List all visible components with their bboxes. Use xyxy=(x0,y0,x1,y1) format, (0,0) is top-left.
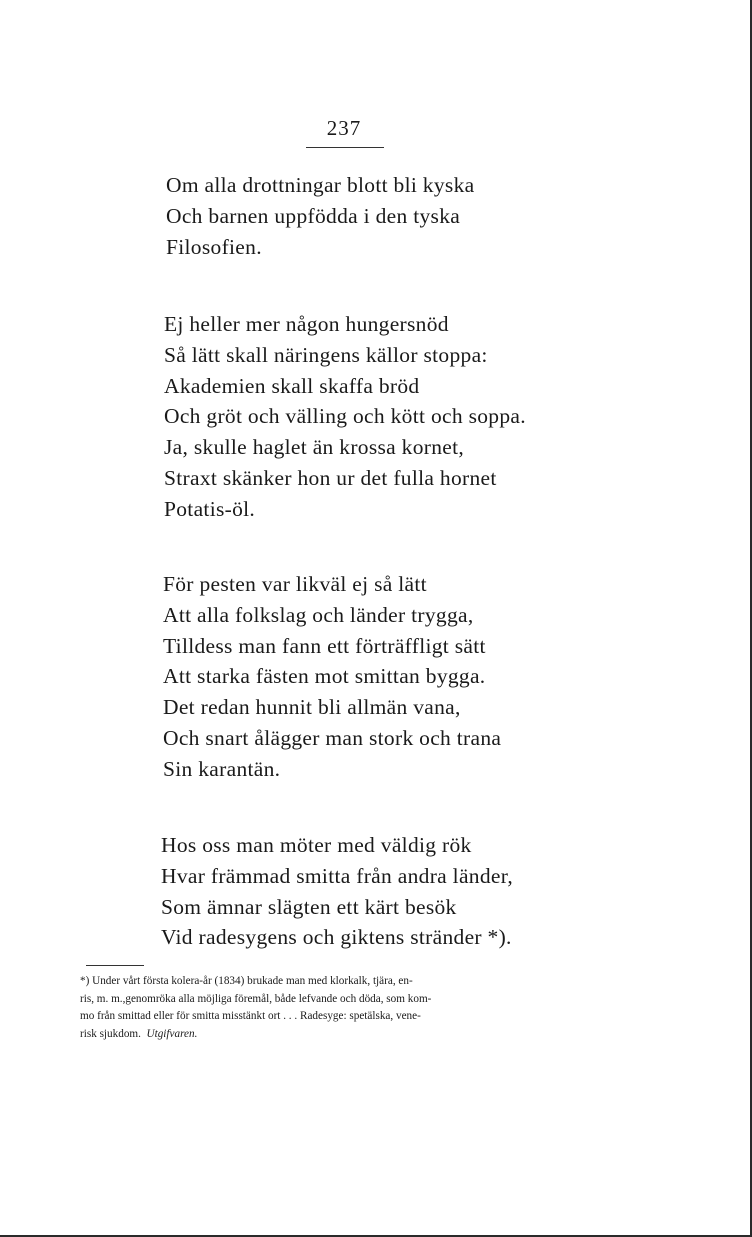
verse-line: Straxt skänker hon ur det fulla hornet xyxy=(164,465,497,490)
footnote-text: risk sjukdom. xyxy=(80,1027,141,1040)
verse-line: Som ämnar slägten ett kärt besök xyxy=(161,894,457,919)
verse-line: För pesten var likväl ej så lätt xyxy=(163,572,427,596)
footnote-rule xyxy=(86,965,144,966)
footnote-line: mo från smittad eller för smitta misstänkt ort . . . Radesyge: spetälska, vene- xyxy=(80,1010,421,1023)
verse-line: Sin karantän. xyxy=(163,756,281,781)
verse-line: Potatis-öl. xyxy=(164,496,256,521)
verse-line: Filosofien. xyxy=(166,234,262,259)
page-number-rule xyxy=(306,147,384,148)
page-number: 237 xyxy=(326,116,362,140)
verse-line: Vid radesygens och giktens stränder *). xyxy=(161,925,512,950)
verse-line: Hvar främmad smitta från andra länder, xyxy=(161,863,513,888)
verse-line: Ja, skulle haglet än krossa kornet, xyxy=(164,435,465,460)
verse-line: Att alla folkslag och länder trygga, xyxy=(163,602,474,627)
verse-line: Hos oss man möter med väldig rök xyxy=(161,833,472,857)
verse-line: Tilldess man fann ett förträffligt sätt xyxy=(163,633,486,658)
verse-line: Att starka fästen mot smittan bygga. xyxy=(163,664,486,689)
verse-line: Så lätt skall näringens källor stoppa: xyxy=(164,342,488,367)
footnote-line-last xyxy=(80,1026,602,1044)
editor-signature: Utgifvaren. xyxy=(146,1027,198,1040)
footnote-line: *) Under vårt första kolera-år (1834) brukade man med klorkalk, tjära, en- xyxy=(80,975,413,987)
verse-line: Det redan hunnit bli allmän vana, xyxy=(163,695,461,720)
verse-line: Om alla drottningar blott bli kyska xyxy=(166,173,475,197)
footnote xyxy=(80,973,602,1043)
verse-line: Akademien skall skaffa bröd xyxy=(164,373,420,398)
stanza-2 xyxy=(164,309,752,525)
stanza-4 xyxy=(161,830,752,953)
verse-line: Och gröt och välling och kött och soppa. xyxy=(164,404,526,429)
verse-line: Och barnen uppfödda i den tyska xyxy=(166,203,461,228)
footnote-line: ris, m. m.,genomröka alla möjliga föremål, både lefvande och döda, som kom- xyxy=(80,992,432,1005)
stanza-3 xyxy=(163,569,752,785)
verse-line: Ej heller mer någon hungersnöd xyxy=(164,312,449,336)
verse-line: Och snart ålägger man stork och trana xyxy=(163,725,502,750)
stanza-1 xyxy=(166,170,752,262)
